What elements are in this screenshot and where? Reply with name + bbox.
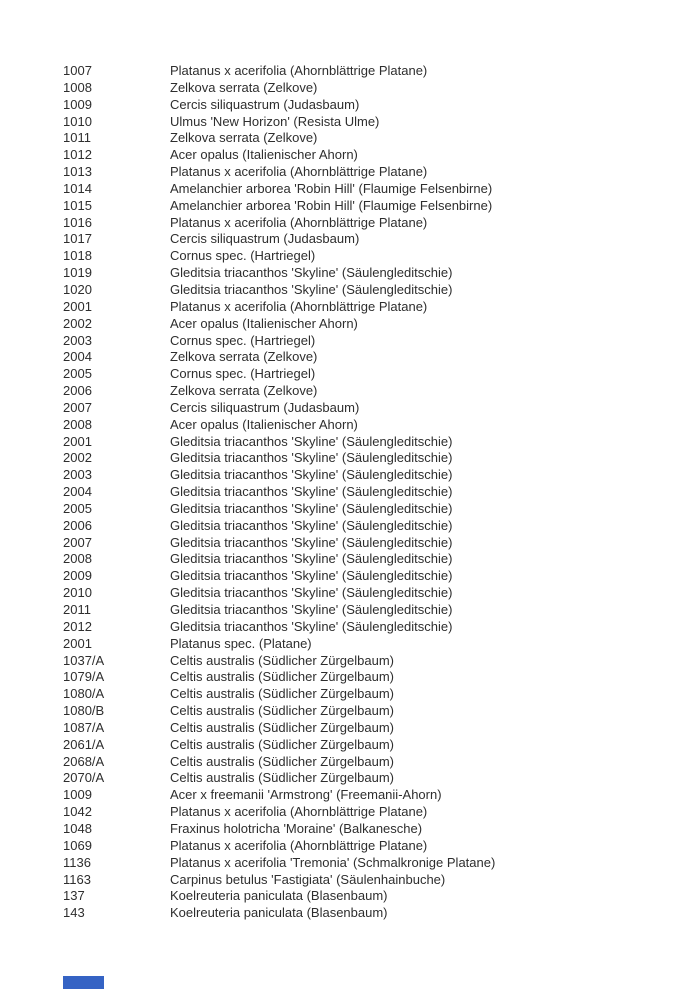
tree-species: Zelkova serrata (Zelkove) — [170, 383, 318, 399]
tree-number: 2005 — [63, 366, 92, 382]
tree-number: 1013 — [63, 164, 92, 180]
tree-species: Celtis australis (Südlicher Zürgelbaum) — [170, 736, 394, 752]
tree-number: 1007 — [63, 63, 92, 78]
tree-species: Acer opalus (Italienischer Ahorn) — [170, 416, 358, 432]
tree-number: 2007 — [63, 534, 92, 550]
table-row — [63, 349, 680, 366]
tree-species: Cercis siliquastrum (Judasbaum) — [170, 231, 360, 247]
tree-number: 1019 — [63, 265, 92, 281]
tree-species: Gleditsia triacanthos 'Skyline' (Säulengleditschie) — [170, 433, 453, 449]
tree-number: 2004 — [63, 349, 92, 365]
table-row — [63, 669, 680, 686]
tree-species: Platanus x acerifolia (Ahornblättrige Platane) — [170, 837, 428, 853]
table-row — [63, 821, 680, 838]
tree-number: 1018 — [63, 248, 92, 264]
table-row — [63, 282, 680, 299]
tree-number: 2001 — [63, 433, 92, 449]
tree-species: Celtis australis (Südlicher Zürgelbaum) — [170, 652, 394, 668]
tree-list — [63, 63, 680, 922]
tree-number: 1014 — [63, 180, 92, 196]
table-row — [63, 299, 680, 316]
tree-number: 1009 — [63, 787, 92, 803]
tree-number: 2008 — [63, 551, 92, 567]
table-row — [63, 80, 680, 97]
tree-species: Zelkova serrata (Zelkove) — [170, 79, 318, 95]
table-row — [63, 568, 680, 585]
tree-species: Cercis siliquastrum (Judasbaum) — [170, 96, 360, 112]
tree-species: Koelreuteria paniculata (Blasenbaum) — [170, 888, 388, 904]
table-row — [63, 130, 680, 147]
table-row — [63, 602, 680, 619]
table-row — [63, 248, 680, 265]
table-row — [63, 231, 680, 248]
tree-number: 2003 — [63, 332, 92, 348]
tree-number: 1009 — [63, 96, 92, 112]
tree-number: 2004 — [63, 484, 92, 500]
table-row — [63, 754, 680, 771]
table-row — [63, 585, 680, 602]
tree-species: Gleditsia triacanthos 'Skyline' (Säulengleditschie) — [170, 467, 453, 483]
table-row — [63, 838, 680, 855]
tree-species: Gleditsia triacanthos 'Skyline' (Säulengleditschie) — [170, 551, 453, 567]
tree-number: 2007 — [63, 399, 92, 415]
tree-species: Gleditsia triacanthos 'Skyline' (Säulengleditschie) — [170, 281, 453, 297]
tree-species: Gleditsia triacanthos 'Skyline' (Säulengleditschie) — [170, 450, 453, 466]
tree-number: 137 — [63, 888, 85, 904]
tree-number: 2006 — [63, 517, 92, 533]
table-row — [63, 400, 680, 417]
tree-species: Celtis australis (Südlicher Zürgelbaum) — [170, 770, 394, 786]
tree-number: 1163 — [63, 871, 91, 887]
tree-number: 1136 — [63, 854, 91, 870]
tree-species: Celtis australis (Südlicher Zürgelbaum) — [170, 719, 394, 735]
table-row — [63, 619, 680, 636]
table-row — [63, 770, 680, 787]
tree-number: 2070/A — [63, 770, 105, 786]
tree-species: Gleditsia triacanthos 'Skyline' (Säulengleditschie) — [170, 568, 453, 584]
table-row — [63, 63, 680, 80]
table-row — [63, 518, 680, 535]
table-row — [63, 686, 680, 703]
tree-number: 2001 — [63, 635, 92, 651]
tree-species: Gleditsia triacanthos 'Skyline' (Säulengleditschie) — [170, 500, 453, 516]
tree-number: 2003 — [63, 467, 92, 483]
tree-number: 1048 — [63, 820, 92, 836]
table-row — [63, 434, 680, 451]
tree-number: 2009 — [63, 568, 92, 584]
tree-species: Ulmus 'New Horizon' (Resista Ulme) — [170, 113, 380, 129]
tree-species: Acer opalus (Italienischer Ahorn) — [170, 147, 358, 163]
table-row — [63, 855, 680, 872]
table-row — [63, 366, 680, 383]
tree-number: 143 — [63, 905, 85, 921]
table-row — [63, 653, 680, 670]
tree-number: 1010 — [63, 113, 92, 129]
tree-species: Gleditsia triacanthos 'Skyline' (Säulengleditschie) — [170, 517, 453, 533]
tree-number: 2006 — [63, 383, 92, 399]
tree-species: Cercis siliquastrum (Judasbaum) — [170, 399, 360, 415]
tree-number: 2005 — [63, 500, 92, 516]
table-row — [63, 551, 680, 568]
tree-species: Celtis australis (Südlicher Zürgelbaum) — [170, 669, 394, 685]
tree-species: Platanus x acerifolia (Ahornblättrige Platane) — [170, 164, 428, 180]
tree-number: 1080/A — [63, 686, 105, 702]
tree-number: 2068/A — [63, 753, 105, 769]
tree-species: Gleditsia triacanthos 'Skyline' (Säulengleditschie) — [170, 585, 453, 601]
tree-number: 1042 — [63, 804, 92, 820]
tree-species: Platanus x acerifolia 'Tremonia' (Schmalkronige Platane) — [170, 854, 496, 870]
table-row — [63, 720, 680, 737]
tree-species: Gleditsia triacanthos 'Skyline' (Säulengleditschie) — [170, 484, 453, 500]
tree-species: Amelanchier arborea 'Robin Hill' (Flaumige Felsenbirne) — [170, 180, 493, 196]
tree-number: 1037/A — [63, 652, 105, 668]
table-row — [63, 147, 680, 164]
tree-species: Celtis australis (Südlicher Zürgelbaum) — [170, 703, 394, 719]
tree-species: Gleditsia triacanthos 'Skyline' (Säulengleditschie) — [170, 602, 453, 617]
table-row — [63, 467, 680, 484]
table-row — [63, 636, 680, 653]
table-row — [63, 501, 680, 518]
tree-number: 1080/B — [63, 703, 105, 719]
tree-number: 2002 — [63, 450, 92, 466]
footer-blue-marker — [63, 976, 104, 989]
tree-species: Platanus x acerifolia (Ahornblättrige Platane) — [170, 804, 428, 820]
tree-species: Cornus spec. (Hartriegel) — [170, 332, 316, 348]
tree-number: 2008 — [63, 416, 92, 432]
table-row — [63, 703, 680, 720]
tree-number: 1017 — [63, 231, 92, 247]
table-row — [63, 417, 680, 434]
table-row — [63, 888, 680, 905]
tree-number: 1079/A — [63, 669, 105, 685]
tree-number: 1087/A — [63, 719, 105, 735]
tree-species: Platanus x acerifolia (Ahornblättrige Platane) — [170, 63, 428, 78]
tree-number: 2002 — [63, 315, 92, 331]
tree-number: 1069 — [63, 837, 92, 853]
tree-species: Gleditsia triacanthos 'Skyline' (Säulengleditschie) — [170, 265, 453, 281]
table-row — [63, 215, 680, 232]
table-row — [63, 333, 680, 350]
tree-number: 1015 — [63, 197, 92, 213]
tree-number: 2061/A — [63, 736, 105, 752]
tree-species: Platanus x acerifolia (Ahornblättrige Platane) — [170, 214, 428, 230]
table-row — [63, 872, 680, 889]
table-row — [63, 316, 680, 333]
tree-species: Acer x freemanii 'Armstrong' (Freemanii-Ahorn) — [170, 787, 442, 803]
table-row — [63, 198, 680, 215]
tree-species: Carpinus betulus 'Fastigiata' (Säulenhainbuche) — [170, 871, 446, 887]
tree-number: 1011 — [63, 130, 91, 146]
tree-number: 2001 — [63, 298, 92, 314]
tree-species: Celtis australis (Südlicher Zürgelbaum) — [170, 686, 394, 702]
tree-species: Koelreuteria paniculata (Blasenbaum) — [170, 905, 388, 921]
tree-species: Fraxinus holotricha 'Moraine' (Balkanesche) — [170, 820, 423, 836]
tree-number: 2011 — [63, 602, 91, 617]
tree-species: Platanus x acerifolia (Ahornblättrige Platane) — [170, 298, 428, 314]
tree-species: Celtis australis (Südlicher Zürgelbaum) — [170, 753, 394, 769]
table-row — [63, 905, 680, 922]
tree-species: Zelkova serrata (Zelkove) — [170, 130, 318, 146]
tree-species: Gleditsia triacanthos 'Skyline' (Säulengleditschie) — [170, 618, 453, 634]
tree-number: 2010 — [63, 585, 92, 601]
table-row — [63, 535, 680, 552]
table-row — [63, 114, 680, 131]
table-row — [63, 164, 680, 181]
tree-number: 1008 — [63, 79, 92, 95]
tree-species: Platanus spec. (Platane) — [170, 635, 312, 651]
tree-species: Gleditsia triacanthos 'Skyline' (Säulengleditschie) — [170, 534, 453, 550]
tree-number: 1016 — [63, 214, 92, 230]
tree-species: Zelkova serrata (Zelkove) — [170, 349, 318, 365]
table-row — [63, 737, 680, 754]
tree-species: Acer opalus (Italienischer Ahorn) — [170, 315, 358, 331]
table-row — [63, 181, 680, 198]
table-row — [63, 97, 680, 114]
tree-number: 1012 — [63, 147, 92, 163]
table-row — [63, 265, 680, 282]
tree-number: 1020 — [63, 281, 92, 297]
table-row — [63, 804, 680, 821]
tree-number: 2012 — [63, 618, 92, 634]
table-row — [63, 383, 680, 400]
table-row — [63, 787, 680, 804]
tree-species: Cornus spec. (Hartriegel) — [170, 248, 316, 264]
table-row — [63, 484, 680, 501]
tree-species: Amelanchier arborea 'Robin Hill' (Flaumige Felsenbirne) — [170, 197, 493, 213]
table-row — [63, 450, 680, 467]
tree-species: Cornus spec. (Hartriegel) — [170, 366, 316, 382]
